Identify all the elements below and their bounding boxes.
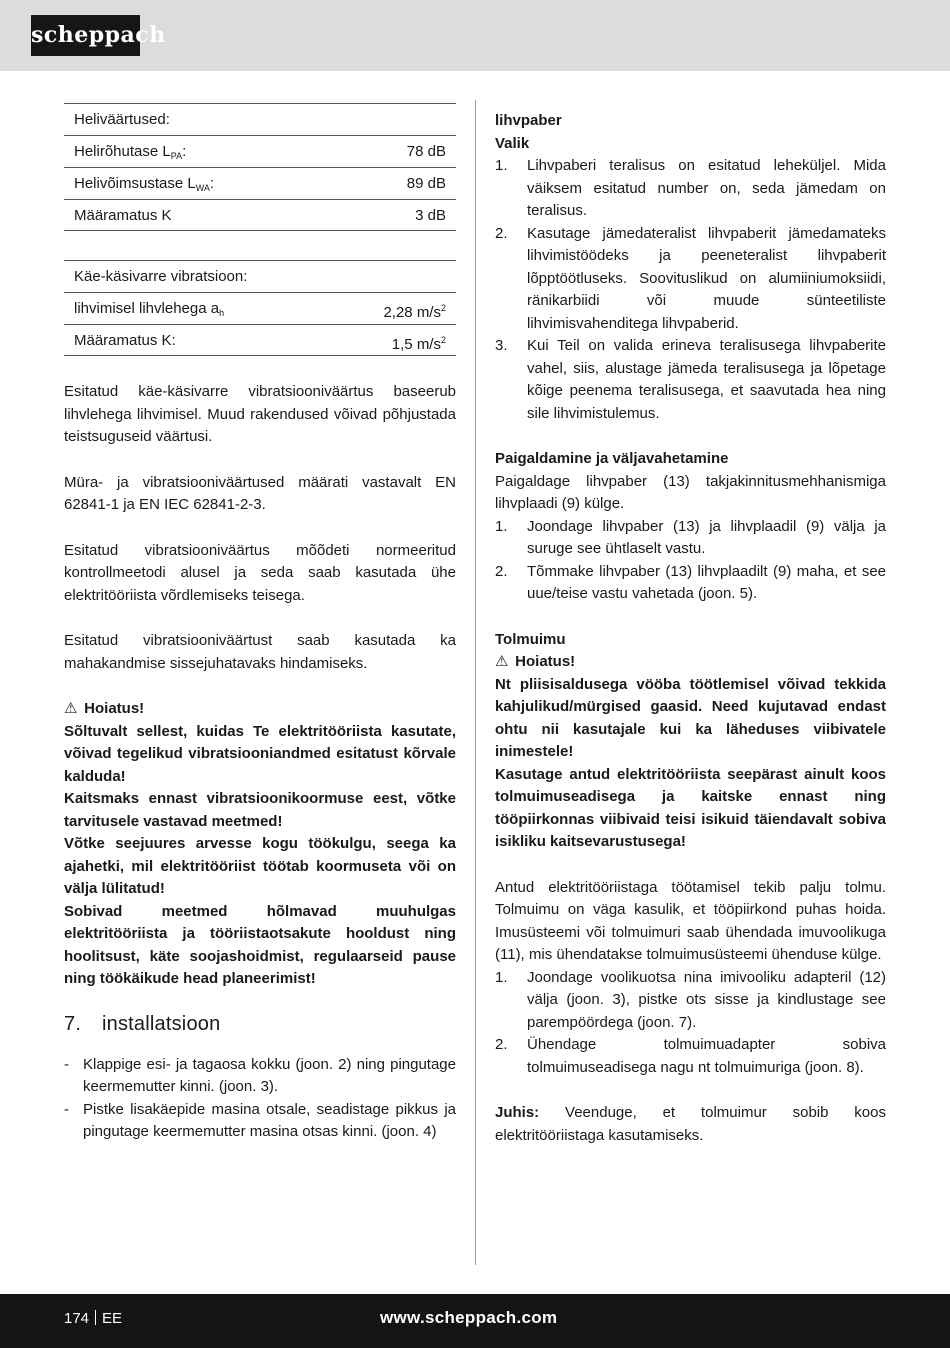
paragraph: Esitatud vibratsiooniväärtus mõõdeti normeeritud kontrollmeetodi alusel ja seda saab kasutada ühe elektritööriista võrdlemiseks teisega. [64, 541, 456, 604]
list-item: 2. Tõmmake lihvpaber (13) lihvplaadilt (9) maha, et see uue/teise vastu vahetada (joon. 5). [495, 562, 886, 602]
spec-row-k: Määramatus K 3 dB [64, 199, 456, 231]
warning-text: Kasutage antud elektritööriista seepärast ainult koos tolmuimuseadisega ja kaitske ennast ning tööpiirkonnas viibivaid teisi isikuid täiendavalt sobiva isikliku kaitsevarustusega! [495, 765, 886, 850]
left-column [64, 103, 456, 1144]
list-item: 3. Kui Teil on valida erineva teralisusega lihvpaberite vahel, siis, alustage jämeda teralisusega ja lõpetage kõige peenema teralisusega, et saavutada hea ning sile lihvimistulemus. [495, 337, 886, 422]
spec-value: 2,28 $m/s^2$ [383, 303, 446, 321]
paragraph: Antud elektritööriistaga töötamisel tekib palju tolmu. Tolmuimu on väga kasulik, et tööpiirkond puhas hoida. Imusüsteemi või tolmuimuri saab ühendada imuvoolikuga (11), mis ühendatakse tolmuimusüsteemi ühenduse külge. [495, 878, 886, 963]
warning-text: Nt pliisisaldusega vööba töötlemisel võivad tekkida kahjulikud/mürgised gaasid. Need kujutavad endast ohtu nii kasutajale kui ka läheduses viibivatele inimestele! [495, 675, 886, 760]
valik-list [495, 155, 886, 425]
section-heading: 7. installatsioon [64, 1012, 221, 1035]
page-number: 174 [64, 1310, 90, 1327]
vibration-warning [64, 698, 456, 991]
warning-text: Võtke seejuures arvesse kogu töökulgu, seega ka ajahetki, mil elektritööriist töötab koormuseta või on välja lülitatud! [64, 835, 456, 897]
spec-value: 3 dB [415, 207, 446, 224]
page-indicator [64, 1310, 122, 1327]
spec-table [64, 103, 456, 356]
dust-warning [495, 651, 886, 854]
list-item: 2. Kasutage jämedateralist lihvpaberit jämedamateks lihvimistöödeks ja peeneteralist lihvpaberit lõpptöötluseks. Soovituslikud on alumiiniumoksiidi, ränikarbiidi või muude sünteetiliste lihvimisvahenditega lihvpaberid. [495, 224, 886, 332]
heading-lihvpaber: lihvpaber [495, 112, 562, 129]
vib-row-k: Määramatus K: 1,5 $m/s^2$ [64, 324, 456, 356]
spec-title-row: Heliväärtused: [64, 103, 456, 135]
vib-title-row: Käe-käsivarre vibratsioon: [64, 260, 456, 292]
paigaldamine-list [495, 516, 886, 606]
warning-heading: ⚠ Hoiatus! [64, 698, 456, 721]
paragraph: Paigaldage lihvpaber (13) takjakinnitusmehhanismiga lihvplaadi (9) külge. [495, 472, 886, 512]
heading-paigaldamine: Paigaldamine ja väljavahetamine [495, 450, 729, 467]
warning-heading: ⚠ Hoiatus! [495, 651, 886, 674]
spec-value: 1,5 $m/s^2$ [391, 335, 446, 353]
spec-value: 89 dB [406, 175, 446, 192]
spec-row-lwa: Helivõimsustase $L_{WA}$: 89 dB [64, 167, 456, 199]
list-item: 1. Joondage lihvpaber (13) ja lihvplaadil (9) välja ja suruge see ühtlaselt vastu. [495, 517, 886, 557]
language-code: EE [102, 1310, 123, 1327]
spec-value: 78 dB [406, 143, 446, 160]
column-divider [475, 100, 476, 1265]
warning-text: Sobivad meetmed hõlmavad muuhulgas elektritööriista ja tööriistaotsakute hooldust ning hoolitsust, käte soojashoidmist, regulaarseid pause ning töökäikude head planeerimist! [64, 902, 456, 987]
heading-tolmuimu: Tolmuimu [495, 630, 566, 648]
install-list [64, 1054, 456, 1144]
list-item: - Pistke lisakäepide masina otsale, seadistage pikkus ja pingutage keermemutter masina otsas kinni. (joon. 4) [64, 1100, 456, 1140]
list-item: 1. Joondage voolikuotsa nina imivooliku adapteril (12) välja (joon. 3), pistke ots sisse ja kindlustage see parempöördega (joon. 7). [495, 968, 886, 1031]
paragraph: Esitatud käe-käsivarre vibratsiooniväärtus baseerub lihvlehega lihvimisel. Muud rakendused võivad põhjustada teistsuguseid väärtusi. [64, 383, 456, 445]
footer-bar [0, 1294, 950, 1348]
vib-row-ah: lihvimisel lihvlehega $a_h$ 2,28 $m/s^2$ [64, 292, 456, 324]
paragraph: Esitatud vibratsiooniväärtust saab kasutada ka mahakandmise sissejuhatavaks hindamiseks. [64, 632, 456, 672]
spec-row-lpa: Helirõhutase $L_{PA}$: 78 dB [64, 135, 456, 167]
note: Juhis: Veenduge, et tolmuimur sobib koos elektritööriistaga kasutamiseks. [495, 1104, 886, 1144]
warning-triangle-icon: ⚠ [64, 700, 78, 717]
header-bar [0, 0, 950, 71]
website-url: www.scheppach.com [380, 1308, 558, 1327]
heading-valik: Valik [495, 134, 530, 152]
scheppach-logo: scheppach [31, 15, 140, 56]
warning-text: Kaitsmaks ennast vibratsioonikoormuse eest, võtke tarvitusele vastavad meetmed! [64, 790, 456, 830]
warning-text: Sõltuvalt sellest, kuidas Te elektritööriista kasutate, võivad tegelikud vibratsiooniandmed esitatust kõrvale kalduda! [64, 722, 456, 785]
list-item: - Klappige esi- ja tagaosa kokku (joon. 2) ning pingutage keermemutter kinni. (joon. 3). [64, 1055, 456, 1095]
list-item: 1. Lihvpaberi teralisus on esitatud leheküljel. Mida väiksem esitatud number on, seda jämedam on teralisus. [495, 157, 886, 219]
tolmuimu-list [495, 967, 886, 1080]
warning-triangle-icon: ⚠ [495, 653, 509, 670]
right-column [495, 110, 886, 1147]
list-item: 2. Ühendage tolmuimuadapter sobiva tolmuimuseadisega nagu nt tolmuimuriga (joon. 8). [495, 1036, 886, 1076]
paragraph: Müra- ja vibratsiooniväärtused määrati vastavalt EN 62841-1 ja EN IEC 62841-2-3. [64, 473, 456, 513]
